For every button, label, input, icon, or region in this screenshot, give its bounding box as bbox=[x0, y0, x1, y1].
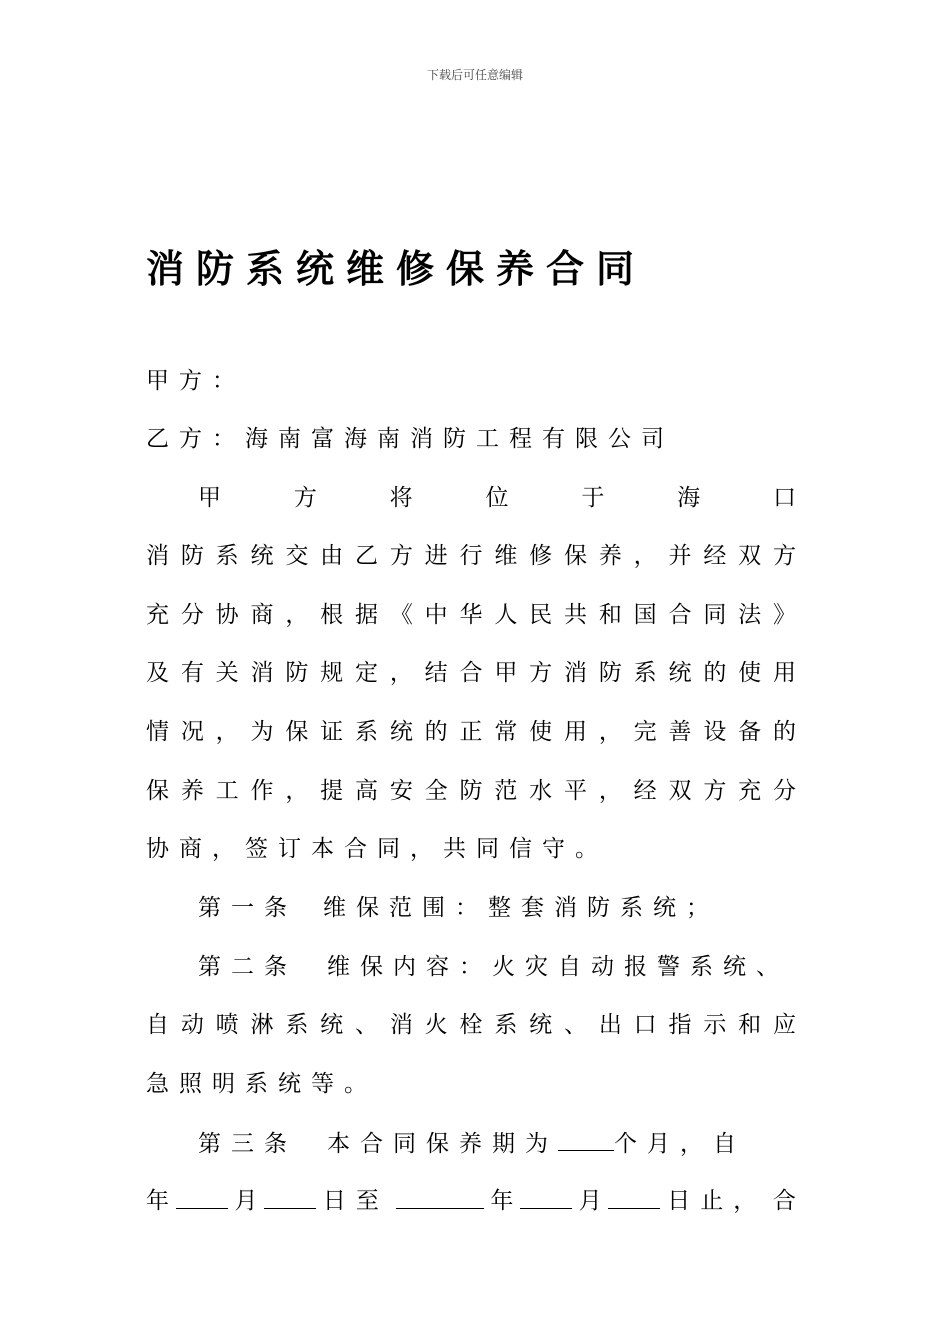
para1-line4: 及有关消防规定，结合甲方消防系统的使用 bbox=[146, 660, 796, 686]
month-blank-2[interactable] bbox=[520, 1186, 572, 1209]
para1-char: 海 bbox=[677, 485, 701, 511]
para1-char: 甲 bbox=[198, 485, 221, 511]
article-2-label: 第二条 bbox=[198, 954, 297, 980]
article-3-line2 bbox=[146, 1186, 796, 1216]
document-title: 消防系统维修保养合同 bbox=[146, 247, 647, 291]
article-2-line2: 自动喷淋系统、消火栓系统、出口指示和应 bbox=[146, 1012, 796, 1038]
para1-line6: 保养工作，提高安全防范水平，经双方充分 bbox=[146, 778, 796, 804]
year-label: 年 bbox=[146, 1188, 169, 1214]
para1-char: 将 bbox=[389, 485, 413, 511]
month-label-2: 月 bbox=[578, 1188, 602, 1214]
para1-char: 于 bbox=[581, 485, 605, 511]
month-label: 月 bbox=[234, 1188, 258, 1214]
day-end-label: 日止， bbox=[667, 1188, 767, 1214]
article-1 bbox=[198, 893, 758, 923]
para1-line5: 情况，为保证系统的正常使用，完善设备的 bbox=[146, 719, 796, 745]
para1-char: 口 bbox=[772, 485, 796, 511]
page-header-note: 下载后可任意编辑 bbox=[426, 68, 523, 82]
article-3 bbox=[198, 1128, 796, 1159]
months-blank[interactable] bbox=[558, 1128, 614, 1151]
article-2 bbox=[198, 952, 838, 982]
para1-line3: 充分协商，根据《中华人民共和国合同法》 bbox=[146, 602, 796, 628]
year-blank-2[interactable] bbox=[396, 1186, 484, 1209]
article-2-line3: 急照明系统等。 bbox=[146, 1071, 377, 1097]
article-1-label: 第一条 bbox=[198, 895, 297, 921]
line-end-char: 合 bbox=[772, 1188, 796, 1214]
article-3-text-b: 个月，自 bbox=[614, 1131, 746, 1157]
party-a-line: 甲方： bbox=[146, 368, 245, 394]
party-b-line: 乙方：海南富海南消防工程有限公司 bbox=[146, 426, 674, 452]
month-blank-1[interactable] bbox=[176, 1186, 228, 1209]
article-3-text-a: 本合同保养期为 bbox=[327, 1131, 558, 1157]
day-blank-2[interactable] bbox=[608, 1186, 660, 1209]
article-3-label: 第三条 bbox=[198, 1131, 297, 1157]
year-label-2: 年 bbox=[490, 1188, 514, 1214]
article-1-text: 维保范围：整套消防系统； bbox=[323, 895, 719, 921]
day-blank-1[interactable] bbox=[264, 1186, 316, 1209]
para1-char: 位 bbox=[485, 485, 509, 511]
day-to-label: 日至 bbox=[322, 1188, 389, 1214]
para1-char: 方 bbox=[293, 485, 317, 511]
para1-line2: 消防系统交由乙方进行维修保养，并经双方 bbox=[146, 543, 796, 569]
para1-line1 bbox=[198, 483, 796, 513]
para1-line7: 协商，签订本合同，共同信守。 bbox=[146, 836, 608, 862]
article-2-text: 维保内容：火灾自动报警系统、 bbox=[327, 954, 789, 980]
